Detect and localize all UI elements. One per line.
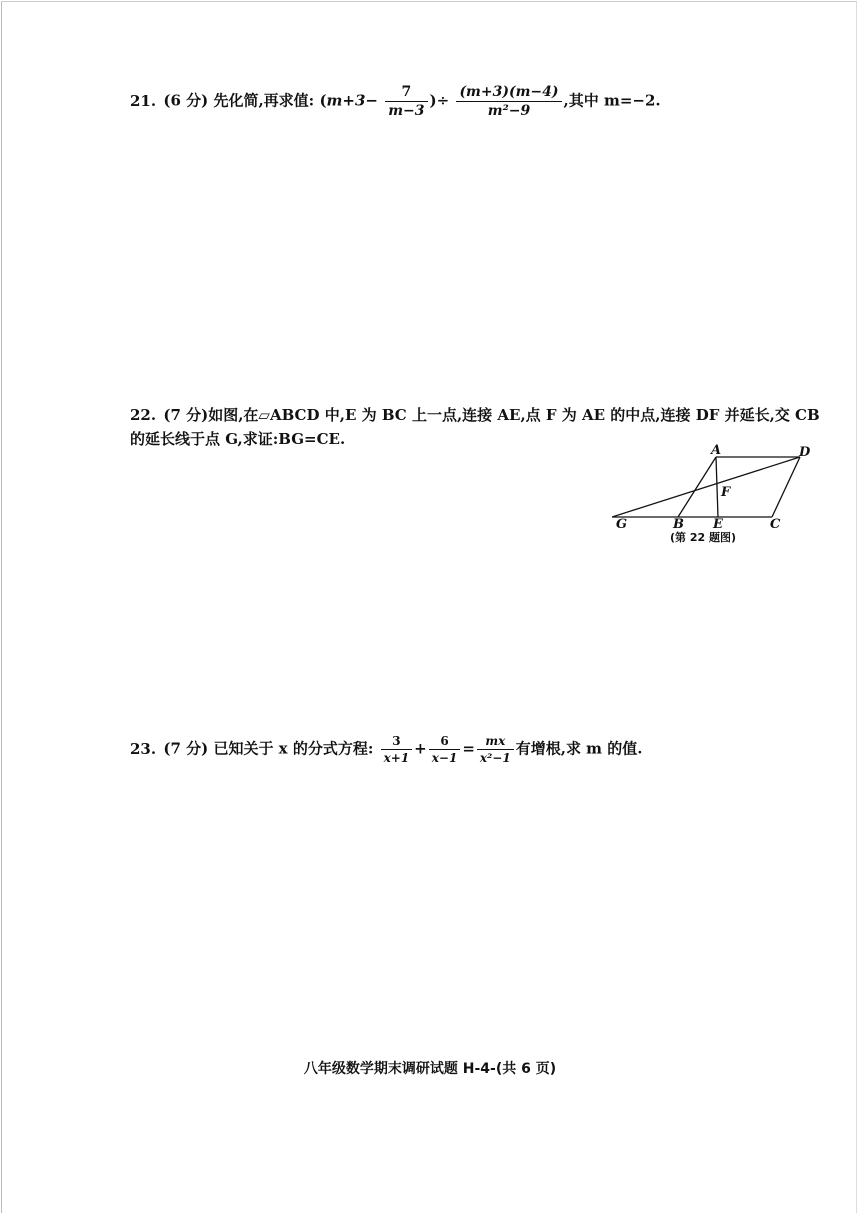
question-score: (6 分) [163, 91, 209, 110]
plus-sign: + [414, 739, 427, 758]
paren-close-divide: )÷ [429, 91, 450, 110]
label-c: C [770, 517, 781, 532]
fraction-7-over-m-minus-3 [385, 83, 427, 120]
line-gd [612, 457, 800, 517]
page-border [1, 1, 857, 1213]
line-dc [772, 457, 800, 517]
question-number: 22. [130, 406, 157, 424]
label-g: G [616, 517, 628, 532]
question-number: 23. [130, 739, 157, 758]
fraction-numerator: (m+3)(m−4) [456, 83, 561, 102]
fraction-3-over-x-plus-1 [381, 733, 413, 766]
line-ab [678, 457, 716, 517]
question-instruction: 先化简,再求值: [213, 91, 315, 110]
label-d: D [799, 445, 811, 460]
paren-open: ( [319, 91, 327, 110]
equals-sign: = [462, 739, 475, 758]
fraction-denominator: m²−9 [487, 103, 531, 119]
question-text: 如图,在▱ABCD 中,E 为 BC 上一点,连接 AE,点 F 为 AE 的中点,连接 DF 并延长,交 CB 的延长线于点 G,求证:BG=CE. [130, 406, 820, 448]
question-lead: 已知关于 x 的分式方程: [213, 739, 374, 758]
fraction-denominator: x²−1 [479, 751, 511, 765]
page-footer: 八年级数学期末调研试题 H-4-(共 6 页) [303, 1061, 557, 1077]
fraction-denominator: m−3 [388, 103, 425, 119]
expr-term: m+3− [326, 91, 378, 110]
fraction-mx-over-x2-minus-1 [477, 733, 514, 766]
fraction-product-over-m2-minus-9 [456, 83, 561, 120]
fraction-numerator: mx [477, 733, 514, 750]
question-score: (7 分) [163, 739, 209, 758]
question-tail: 有增根,求 m 的值. [515, 739, 643, 758]
fraction-numerator: 6 [429, 733, 461, 750]
figure-caption: (第 22 题图) [670, 531, 737, 544]
question-21 [130, 83, 661, 120]
question-score: (7 分) [163, 406, 209, 424]
fraction-denominator: x+1 [383, 751, 410, 765]
label-f: F [721, 485, 731, 500]
figure-22-parallelogram [612, 440, 822, 550]
question-condition: ,其中 m=−2. [563, 91, 661, 110]
line-ae [716, 457, 718, 517]
question-number: 21. [130, 91, 157, 110]
fraction-6-over-x-minus-1 [429, 733, 461, 766]
fraction-numerator: 3 [381, 733, 413, 750]
fraction-denominator: x−1 [431, 751, 458, 765]
fraction-numerator: 7 [385, 83, 427, 102]
label-e: E [713, 517, 723, 532]
label-a: A [711, 443, 722, 458]
question-23 [130, 733, 642, 766]
label-b: B [673, 517, 684, 532]
